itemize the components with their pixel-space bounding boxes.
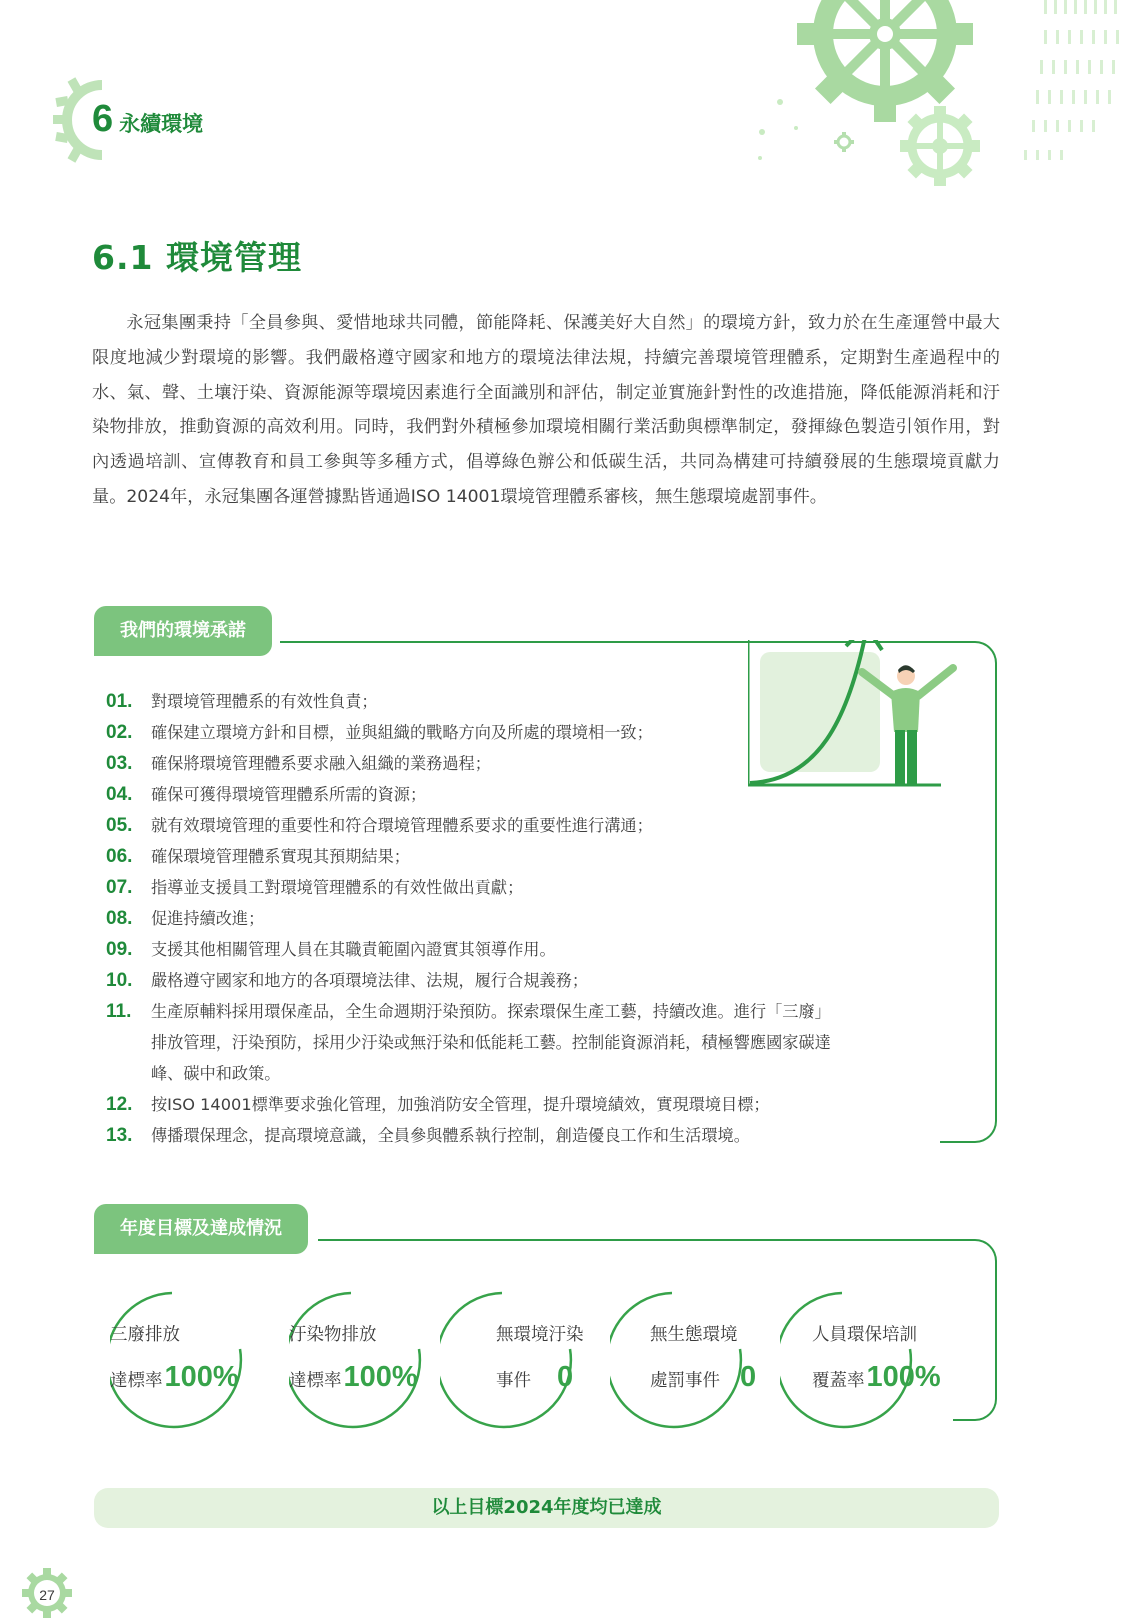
- item-text: 生產原輔料採用環保產品，全生命週期汙染預防。探索環保生產工藝，持續改進。進行「三廢」排放管理，汙染預防，採用少汙染或無汙染和低能耗工藝。控制能資源消耗，積極響應國家碳達峰、碳中和政策。: [151, 1002, 831, 1083]
- goal-label: 三廢排放: [110, 1325, 180, 1345]
- item-number: 02.: [106, 722, 133, 743]
- list-item: [106, 934, 916, 965]
- chapter-title: 永續環境: [119, 112, 204, 136]
- item-text: 確保將環境管理體系要求融入組織的業務過程；: [151, 754, 491, 773]
- item-text: 確保可獲得環境管理體系所需的資源；: [151, 785, 427, 804]
- list-item: [106, 779, 916, 810]
- goal-card-no-pollution: [440, 1291, 584, 1431]
- goal-label: 無環境汙染: [496, 1325, 584, 1345]
- list-item: [106, 1089, 916, 1120]
- goal-sub-label: 達標率: [110, 1371, 163, 1391]
- goal-card-pollutant: [289, 1291, 429, 1431]
- intro-paragraph: [92, 306, 1000, 515]
- list-item: [106, 903, 916, 934]
- goal-card-no-penalty: [610, 1291, 757, 1431]
- list-item: [106, 996, 916, 1089]
- item-number: 05.: [106, 815, 133, 836]
- list-item: [106, 717, 916, 748]
- commitment-list: [106, 686, 916, 1151]
- goal-label: 無生態環境: [650, 1325, 738, 1345]
- item-number: 06.: [106, 846, 133, 867]
- goal-sub-label: 事件: [496, 1371, 531, 1391]
- goal-value-line: [289, 1361, 418, 1394]
- goal-sub-label: 覆蓋率: [812, 1371, 865, 1391]
- list-item: [106, 748, 916, 779]
- goal-value: 100%: [164, 1361, 239, 1393]
- item-text: 確保環境管理體系實現其預期結果；: [151, 847, 410, 866]
- goal-value-line: [496, 1361, 573, 1394]
- goal-sub-label: 達標率: [289, 1371, 342, 1391]
- item-number: 10.: [106, 970, 133, 991]
- item-text: 嚴格遵守國家和地方的各項環境法律、法規，履行合規義務；: [151, 971, 589, 990]
- section-title: 6.1 環境管理: [92, 238, 302, 277]
- item-number: 01.: [106, 691, 133, 712]
- list-item: [106, 965, 916, 996]
- item-number: 12.: [106, 1094, 133, 1115]
- item-number: 03.: [106, 753, 133, 774]
- goal-value-line: [110, 1361, 239, 1394]
- goal-value: 100%: [343, 1361, 418, 1393]
- list-item: [106, 841, 916, 872]
- goal-label: 人員環保培訓: [812, 1325, 917, 1345]
- goal-value: 0: [740, 1361, 757, 1393]
- item-text: 對環境管理體系的有效性負責；: [151, 692, 378, 711]
- item-number: 13.: [106, 1125, 133, 1146]
- item-text: 支援其他相關管理人員在其職責範圍內證實其領導作用。: [151, 940, 556, 959]
- item-text: 確保建立環境方針和目標，並與組織的戰略方向及所處的環境相一致；: [151, 723, 653, 742]
- item-number: 11.: [106, 1001, 132, 1022]
- goal-value-line: [812, 1361, 941, 1394]
- goal-value-line: [650, 1361, 756, 1394]
- list-item: [106, 872, 916, 903]
- goals-header: 年度目標及達成情況: [94, 1204, 308, 1254]
- gears-decoration-icon: [744, 0, 1124, 200]
- achievement-banner: 以上目標2024年度均已達成: [94, 1488, 999, 1528]
- goal-card-waste: [110, 1291, 250, 1431]
- item-text: 傳播環保理念，提高環境意識，全員參與體系執行控制，創造優良工作和生活環境。: [151, 1126, 750, 1145]
- chapter-number: 6: [92, 98, 114, 140]
- item-text: 指導並支援員工對環境管理體系的有效性做出貢獻；: [151, 878, 524, 897]
- item-number: 09.: [106, 939, 133, 960]
- item-number: 07.: [106, 877, 133, 898]
- list-item: [106, 686, 916, 717]
- item-text: 就有效環境管理的重要性和符合環境管理體系要求的重要性進行溝通；: [151, 816, 653, 835]
- page-number: 27: [39, 1587, 55, 1603]
- goal-sub-label: 處罰事件: [650, 1371, 720, 1391]
- item-text: 促進持續改進；: [151, 909, 265, 928]
- goal-card-training: [780, 1291, 941, 1431]
- item-number: 08.: [106, 908, 133, 929]
- chapter-heading: [92, 98, 203, 141]
- item-text: 按ISO 14001標準要求強化管理，加強消防安全管理，提升環境績效，實現環境目標；: [151, 1095, 770, 1114]
- goal-value: 100%: [866, 1361, 941, 1393]
- goal-label: 汙染物排放: [289, 1325, 377, 1345]
- commitments-header: 我們的環境承諾: [94, 606, 272, 656]
- intro-text: 永冠集團秉持「全員參與、愛惜地球共同體，節能降耗、保護美好大自然」的環境方針，致力於在生產運營中最大限度地減少對環境的影響。我們嚴格遵守國家和地方的環境法律法規，持續完善環境管理體系，定期對生產過程中的水、氣、聲、土壤汙染、資源能源等環境因素進行全面識別和評估，制定並實施針對性的改進措施，降低能源消耗和汙染物排放，推動資源的高效利用。同時，我們對外積極參加環境相關行業活動與標準制定，發揮綠色製造引領作用，對內透過培訓、宣傳教育和員工參與等多種方式，倡導綠色辦公和低碳生活，共同為構建可持續發展的生態環境貢獻力量。2024年，永冠集團各運營據點皆通過ISO 14001環境管理體系審核，無生態環境處罰事件。: [92, 313, 1000, 507]
- list-item: [106, 810, 916, 841]
- list-item: [106, 1120, 916, 1151]
- item-number: 04.: [106, 784, 133, 805]
- goal-value: 0: [557, 1361, 574, 1393]
